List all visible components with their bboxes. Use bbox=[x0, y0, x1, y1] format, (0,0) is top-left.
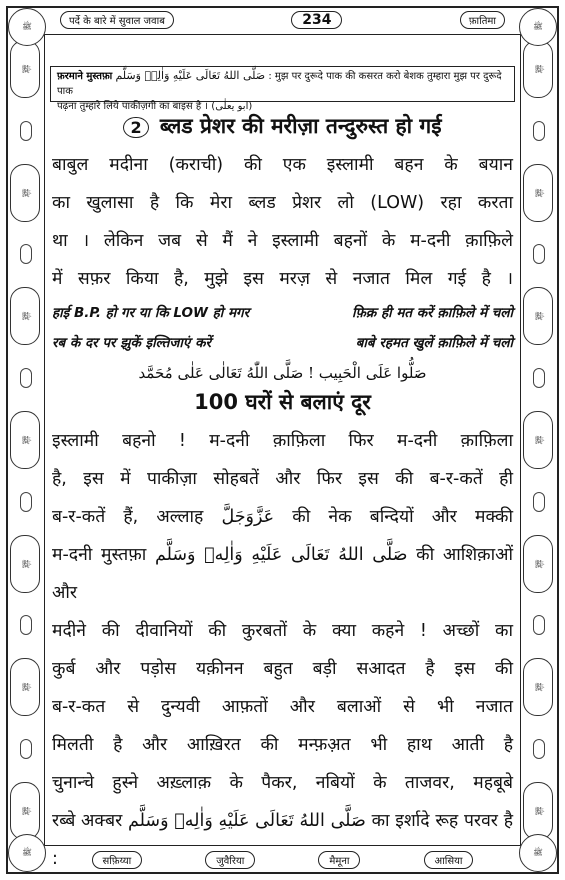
farman-line1: : मुझ पर दुरूदे पाक की कसरत करो बेशक तुम्हारा मुझ पर दुरूदे पाक bbox=[57, 71, 502, 97]
paragraph-line: इस्लामी बहनो ! म-दनी क़ाफ़िला फिर म-दनी क़ाफ़िला bbox=[52, 431, 513, 451]
paragraph-line: था । लेकिन जब से मैं ने इस्लामी बहनों के म-दनी क़ाफ़िले bbox=[52, 231, 513, 251]
border-cartouche: ﷺ bbox=[10, 782, 40, 840]
farman-box bbox=[50, 66, 515, 112]
salat-line: صَلُّوا عَلَى الْحَبِيب ! صَلَّى اللّٰهُ تَعَالٰى عَلٰى مُحَمَّد bbox=[138, 364, 427, 382]
section-title: ब्लड प्रेशर की मरीज़ा तन्दुरुस्त हो गई bbox=[159, 114, 442, 138]
farman-label: फ़रमाने मुस्तफ़ा bbox=[57, 71, 113, 82]
border-cartouche: ﷺ bbox=[523, 287, 553, 345]
verse-half: रब के दर पर झुकें इल्तिजाएं करें bbox=[52, 335, 211, 351]
paragraph-line: मदीने की दीवानियों की कुरबतों के क्या कहने ! अच्छों का bbox=[52, 621, 513, 641]
section-number: 2 bbox=[123, 117, 148, 138]
paragraph-line: है, इस में पाकीज़ा सोहबतें और फिर इस की ब-र-कतें ही bbox=[52, 469, 513, 489]
poem-verse bbox=[52, 328, 513, 358]
border-cartouche: ﷺ bbox=[523, 782, 553, 840]
paragraph-line: ब-र-कत से दुन्यवी आफ़तों और बलाओं से भी नजात bbox=[52, 697, 513, 717]
section-heading: 100 घरों से बलाएं दूर bbox=[194, 390, 371, 414]
border-cartouche: ﷺ bbox=[523, 164, 553, 222]
border-cartouche: ﷺ bbox=[10, 658, 40, 716]
corner-ornament: ﷺ bbox=[519, 8, 557, 46]
paragraph-line: म-दनी मुस्तफ़ा صَلَّى اللهُ تَعَالَى عَلَيْهِ وَاٰلِهٖ وَسَلَّم की आशिक़ाओं और bbox=[52, 545, 514, 603]
paragraph-line: चुनान्चे हुस्ने अख़्लाक़ के पैकर, नबियों के ताजवर, महबूबे bbox=[52, 773, 513, 793]
footer-name: जुवैरिया bbox=[205, 851, 255, 869]
verse-half: हाई B.P. हो गर या कि LOW हो मगर bbox=[52, 305, 250, 321]
paragraph-line: में सफ़र किया है, मुझे इस मरज़ से नजात मिल गई है । bbox=[52, 269, 513, 289]
border-cartouche: ﷺ bbox=[523, 40, 553, 98]
poem-verse bbox=[52, 298, 513, 328]
verse-half: फ़िक्र ही मत करें क़ाफ़िले में चलो bbox=[351, 305, 513, 321]
border-cartouche: ﷺ bbox=[10, 535, 40, 593]
corner-ornament: ﷺ bbox=[8, 8, 46, 46]
paragraph-line: ब-र-कतें हैं, अल्लाह عَزَّوَجَلَّ की नेक बन्दियों और मक्की bbox=[52, 507, 513, 527]
paragraph-line: रब्बे अक्बर صَلَّى اللهُ تَعَالَى عَلَيْهِ وَاٰلِهٖ وَسَلَّم का इर्शादे रूह परवर है : bbox=[52, 811, 513, 869]
border-cartouche: ﷺ bbox=[523, 535, 553, 593]
border-cartouche: ﷺ bbox=[523, 411, 553, 469]
footer-name: सफ़िय्या bbox=[92, 851, 143, 869]
footer-name: आसिया bbox=[424, 851, 474, 869]
left-border-chain bbox=[10, 40, 42, 840]
paragraph-line: का खुलासा है कि मेरा ब्लड प्रेशर लो (LOW) रहा करता bbox=[52, 193, 513, 213]
border-cartouche: ﷺ bbox=[10, 411, 40, 469]
verse-half: बाबे रहमत खुलें क़ाफ़िले में चलो bbox=[355, 335, 513, 351]
paragraph-line: बाबुल मदीना (कराची) की एक इस्लामी बहन के बयान bbox=[52, 155, 513, 175]
farman-line2: पढ़ना तुम्हारे लिये पाकीज़गी का बाइस है । (ابو یعلٰی) bbox=[57, 101, 253, 112]
corner-ornament: ﷺ bbox=[8, 834, 46, 872]
border-cartouche: ﷺ bbox=[10, 287, 40, 345]
corner-ornament: ﷺ bbox=[519, 834, 557, 872]
border-cartouche: ﷺ bbox=[10, 40, 40, 98]
footer-name: मैमूना bbox=[318, 851, 360, 869]
section-heading bbox=[52, 112, 513, 140]
farman-arabic: صَلَّى اللهُ تَعَالَى عَلَيْهِ وَاٰلِهٖ وَسَلَّم bbox=[115, 69, 266, 82]
border-cartouche: ﷺ bbox=[523, 658, 553, 716]
page-number: 234 bbox=[291, 11, 342, 29]
border-cartouche: ﷺ bbox=[10, 164, 40, 222]
page-header bbox=[60, 9, 505, 31]
paragraph-line: मिलती है और आख़िरत की मन्फ़अ़त भी हाथ आती है bbox=[52, 735, 513, 755]
main-content bbox=[52, 104, 513, 878]
book-title: पर्दे के बारे में सुवाल जवाब bbox=[60, 11, 174, 29]
paragraph-line: कुर्ब और पड़ोस यक़ीनन बहुत बड़ी सआदत है इस की bbox=[52, 659, 513, 679]
right-border-chain bbox=[523, 40, 555, 840]
page-footer bbox=[60, 849, 505, 871]
header-name: फ़ातिमा bbox=[460, 11, 505, 29]
